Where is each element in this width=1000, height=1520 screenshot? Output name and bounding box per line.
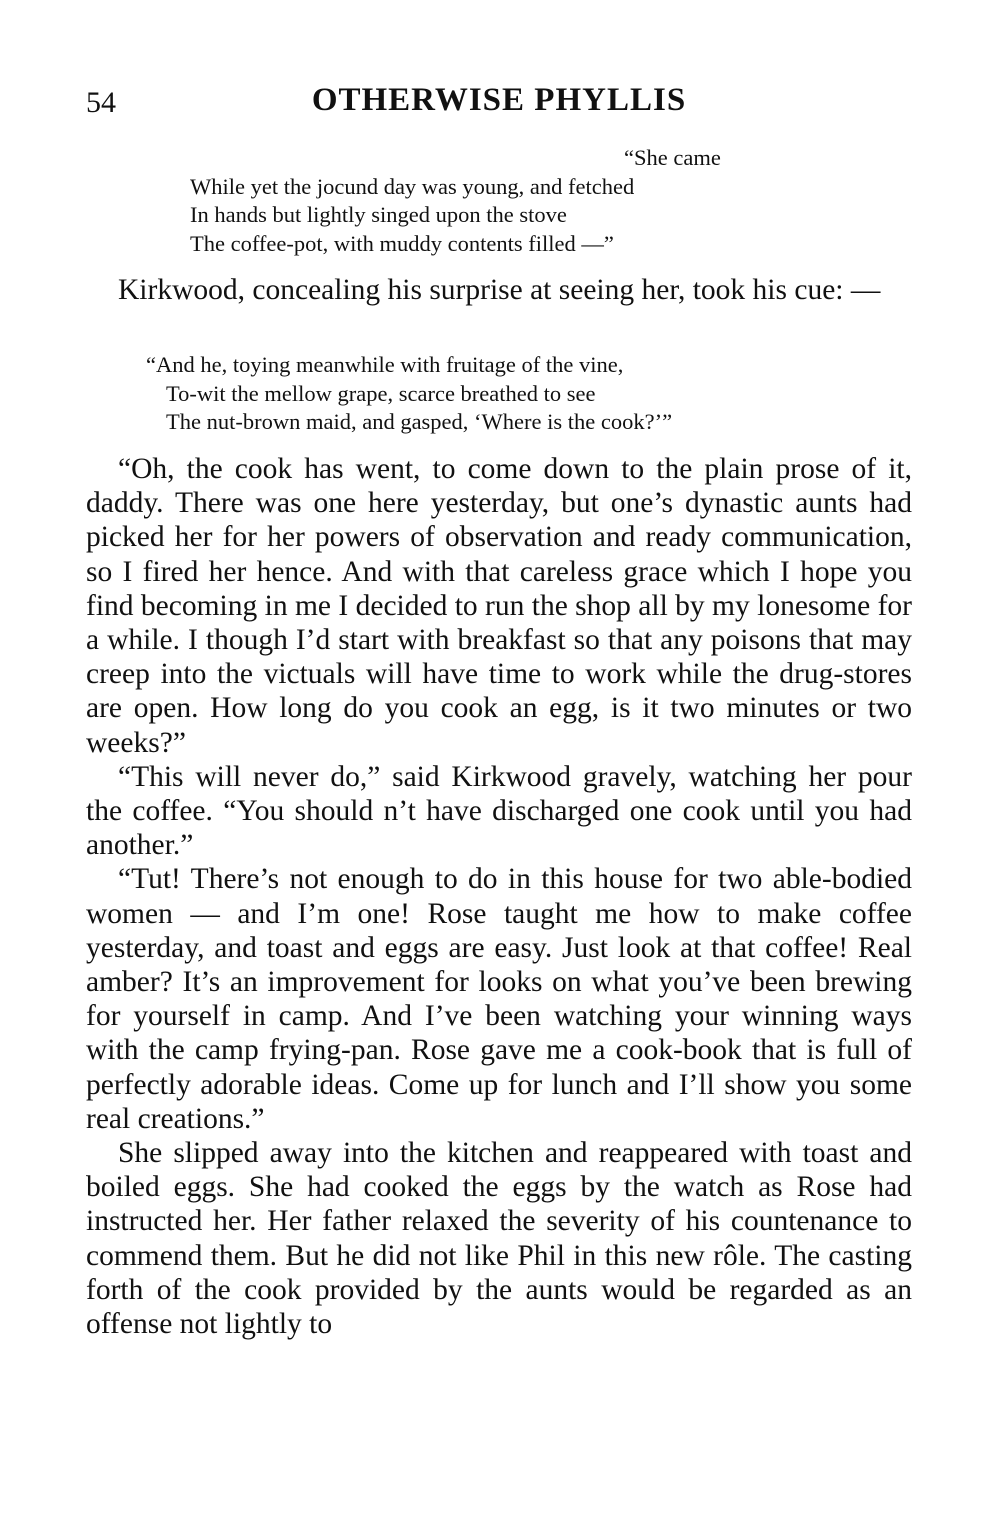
- paragraph: “Oh, the cook has went, to come down to the plain prose of it, daddy. There was one here yesterday, but one’s dynastic aunts had picked her for her powers of observation and ready communication, so I fired her hence. And with that careless grace which I hope you find becoming in me I decided to run the shop all by my lonesome for a while. I though I’d start with breakfast so that any poisons that may creep into the victuals will have time to work while the drug-stores are open. How long do you cook an egg, is it two minutes or two weeks?”: [86, 453, 912, 759]
- page-number: 54: [86, 86, 116, 119]
- verse-line: While yet the jocund day was young, and fetched: [190, 173, 635, 199]
- cue-paragraph-block: [86, 273, 912, 307]
- paragraph: She slipped away into the kitchen and reappeared with toast and boiled eggs. She had cooked the eggs by the watch as Rose had instructed her. Her father relaxed the severity of his countenance to commend them. But he did not like Phil in this new rôle. The casting forth of the cook provided by the aunts would be regarded as an offense not lightly to: [86, 1137, 912, 1341]
- verse-quote-1: [190, 144, 721, 258]
- paragraph: “This will never do,” said Kirkwood gravely, watching her pour the coffee. “You should n’t have discharged one cook until you had another.”: [86, 760, 912, 862]
- verse-quote-2: [146, 351, 672, 437]
- verse-line: “She came: [624, 145, 721, 170]
- verse-line: To-wit the mellow grape, scarce breathed to see: [166, 380, 596, 406]
- cue-paragraph: Kirkwood, concealing his surprise at seeing her, took his cue: —: [118, 274, 881, 306]
- main-text: [86, 452, 912, 1341]
- running-title: OTHERWISE PHYLLIS: [311, 82, 687, 118]
- paragraph: “Tut! There’s not enough to do in this house for two able-bodied women — and I’m one! Rose taught me how to make coffee yesterday, and toast and eggs are easy. Just look at that coffee! Real amber? It’s an improvement for looks on what you’ve been brewing for yourself in camp. And I’ve been watching your winning ways with the camp frying-pan. Rose gave me a cook-book that is full of perfectly adorable ideas. Come up for lunch and I’ll show you some real creations.”: [86, 863, 912, 1135]
- verse-line: In hands but lightly singed upon the stove: [190, 202, 567, 227]
- verse-line: The coffee-pot, with muddy contents filled —”: [190, 230, 614, 256]
- verse-line: The nut-brown maid, and gasped, ‘Where is the cook?’”: [166, 409, 673, 434]
- page-header: [86, 82, 912, 126]
- verse-line: “And he, toying meanwhile with fruitage of the vine,: [146, 352, 624, 377]
